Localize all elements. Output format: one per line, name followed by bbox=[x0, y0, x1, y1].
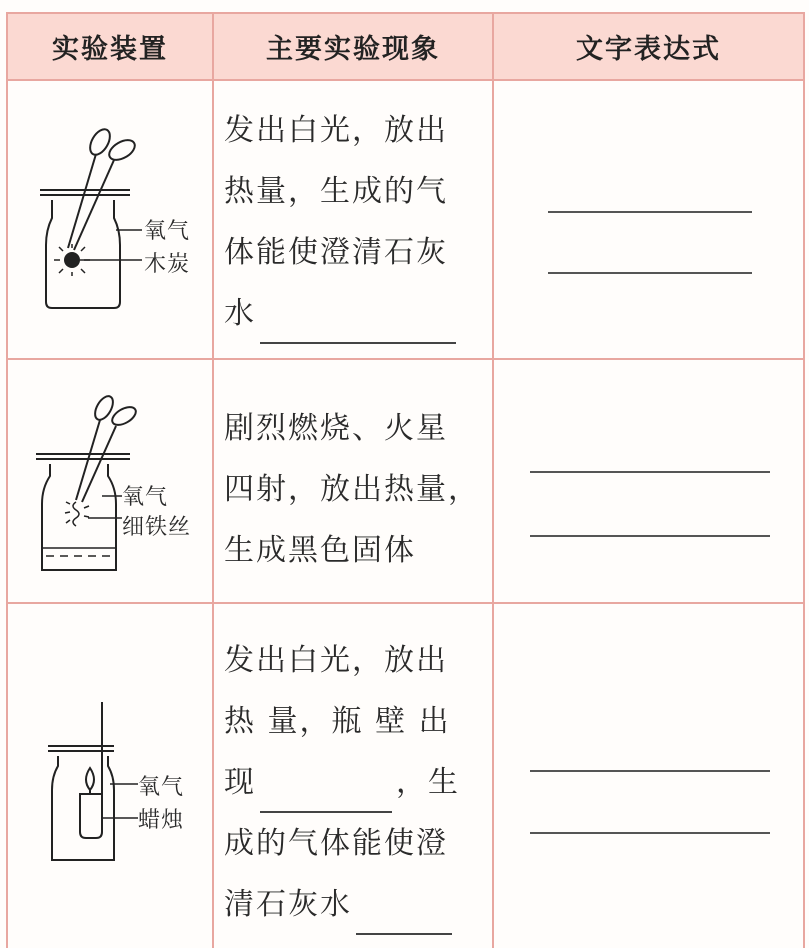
phenomenon-candle: 发出白光，放出 热 量，瓶 壁 出 现 ，生 成的气体能使澄 清石灰水 bbox=[224, 630, 486, 935]
charcoal-apparatus-icon bbox=[30, 120, 150, 315]
phenomenon-iron-wire: 剧烈燃烧、火星 四射，放出热量， 生成黑色固体 bbox=[224, 411, 480, 568]
answer-line[interactable] bbox=[530, 471, 770, 473]
fill-blank[interactable] bbox=[260, 767, 392, 813]
phenomenon-charcoal: 发出白光，放出 热量，生成的气 体能使澄清石灰 水 bbox=[224, 100, 486, 344]
candle-apparatus-icon bbox=[44, 700, 144, 865]
answer-line[interactable] bbox=[530, 770, 770, 772]
fill-blank[interactable] bbox=[260, 298, 456, 344]
apparatus-label-charcoal: 木炭 bbox=[144, 252, 191, 277]
answer-line[interactable] bbox=[548, 211, 752, 213]
header-phenomenon: 主要实验现象 bbox=[266, 33, 440, 65]
apparatus-label-oxygen: 氧气 bbox=[138, 775, 185, 800]
apparatus-label-iron-wire: 细铁丝 bbox=[122, 515, 192, 540]
header-apparatus: 实验装置 bbox=[52, 33, 168, 65]
answer-line[interactable] bbox=[530, 535, 770, 537]
fill-blank[interactable] bbox=[356, 889, 452, 935]
apparatus-label-oxygen: 氧气 bbox=[144, 219, 191, 244]
apparatus-label-candle: 蜡烛 bbox=[138, 808, 185, 833]
header-expression: 文字表达式 bbox=[576, 33, 721, 65]
answer-line[interactable] bbox=[530, 832, 770, 834]
apparatus-label-oxygen: 氧气 bbox=[122, 485, 169, 510]
answer-line[interactable] bbox=[548, 272, 752, 274]
